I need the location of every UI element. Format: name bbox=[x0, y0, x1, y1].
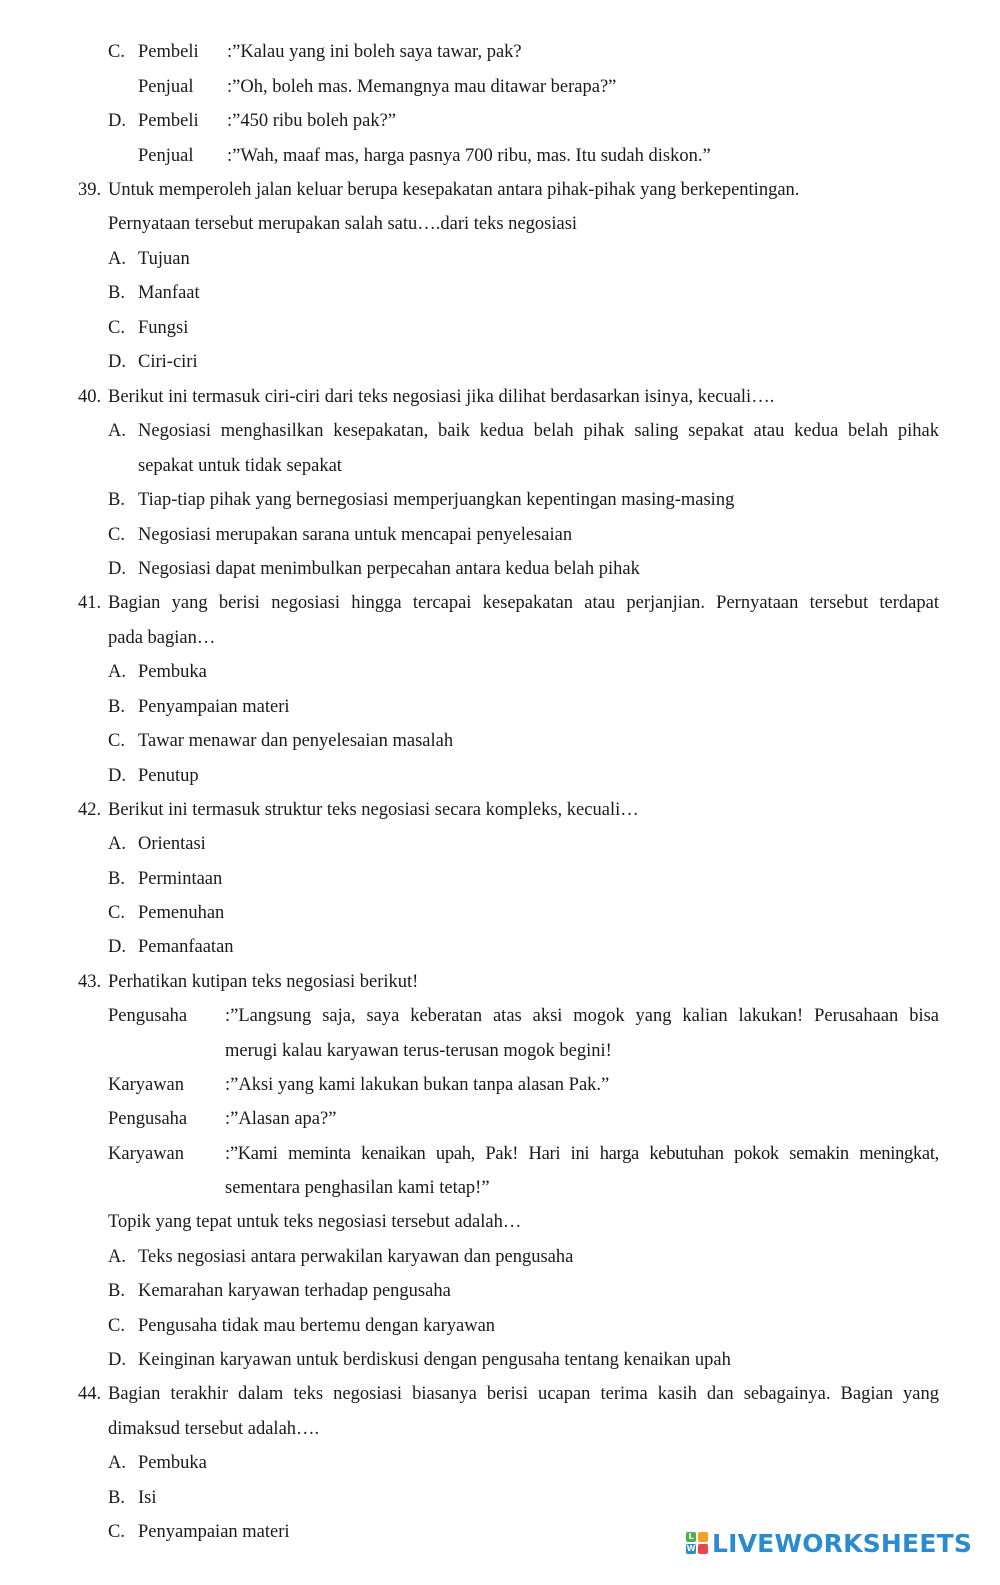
question-number: 39. bbox=[78, 180, 102, 200]
question-text: Bagian yang berisi negosiasi hingga tercapai kesepakatan atau perjanjian. Pernyataan tersebut terdapat bbox=[108, 593, 939, 613]
dialogue-speaker: Karyawan bbox=[108, 1075, 185, 1095]
option-letter: C. bbox=[108, 1316, 125, 1336]
option-letter: D. bbox=[108, 937, 126, 957]
question-number: 42. bbox=[78, 800, 102, 820]
logo-tile-w: W bbox=[686, 1544, 696, 1553]
question-text: Perhatikan kutipan teks negosiasi berikut! bbox=[108, 972, 419, 992]
option-text[interactable]: Penyampaian materi bbox=[138, 697, 290, 717]
dialogue-speaker: Penjual bbox=[138, 146, 194, 166]
question-text: pada bagian… bbox=[108, 628, 216, 648]
option-text[interactable]: Permintaan bbox=[138, 869, 223, 889]
question-number: 43. bbox=[78, 972, 102, 992]
option-text[interactable]: Negosiasi dapat menimbulkan perpecahan antara kedua belah pihak bbox=[138, 559, 640, 579]
dialogue-line: :”Wah, maaf mas, harga pasnya 700 ribu, mas. Itu sudah diskon.” bbox=[227, 146, 711, 166]
dialogue-line: :”Aksi yang kami lakukan bukan tanpa alasan Pak.” bbox=[225, 1075, 610, 1095]
dialogue-speaker: Pengusaha bbox=[108, 1006, 188, 1026]
question-prompt: Topik yang tepat untuk teks negosiasi tersebut adalah… bbox=[108, 1212, 522, 1232]
option-text[interactable]: Pemanfaatan bbox=[138, 937, 234, 957]
option-letter: A. bbox=[108, 249, 126, 269]
dialogue-speaker: Pembeli bbox=[138, 111, 199, 131]
dialogue-speaker: Pembeli bbox=[138, 42, 199, 62]
option-letter: B. bbox=[108, 283, 125, 303]
question-number: 41. bbox=[78, 593, 102, 613]
option-text[interactable]: Fungsi bbox=[138, 318, 189, 338]
question-text: Pernyataan tersebut merupakan salah satu….dari teks negosiasi bbox=[108, 214, 578, 234]
option-letter: A. bbox=[108, 662, 126, 682]
option-letter: C. bbox=[108, 318, 125, 338]
option-letter: B. bbox=[108, 869, 125, 889]
option-letter: B. bbox=[108, 1488, 125, 1508]
option-text[interactable]: Pengusaha tidak mau bertemu dengan karyawan bbox=[138, 1316, 496, 1336]
option-letter: D. bbox=[108, 559, 126, 579]
logo-tile-l: L bbox=[686, 1532, 696, 1542]
option-text[interactable]: Negosiasi menghasilkan kesepakatan, baik kedua belah pihak saling sepakat atau kedua belah pihak bbox=[138, 421, 939, 441]
logo-wordmark: LIVEWORKSHEETS bbox=[712, 1528, 973, 1558]
dialogue-speaker: Pengusaha bbox=[108, 1109, 188, 1129]
option-text[interactable]: Pembuka bbox=[138, 1453, 207, 1473]
option-letter: A. bbox=[108, 834, 126, 854]
dialogue-speaker: Karyawan bbox=[108, 1144, 185, 1164]
option-text[interactable]: Penyampaian materi bbox=[138, 1522, 290, 1542]
option-letter: C. bbox=[108, 42, 125, 62]
logo-tile-orange bbox=[698, 1532, 708, 1542]
option-text[interactable]: Keinginan karyawan untuk berdiskusi dengan pengusaha tentang kenaikan upah bbox=[138, 1350, 731, 1370]
question-text: Untuk memperoleh jalan keluar berupa kesepakatan antara pihak-pihak yang berkepentingan. bbox=[108, 180, 800, 200]
dialogue-line-continued: sementara penghasilan kami tetap!” bbox=[225, 1178, 490, 1198]
option-letter: B. bbox=[108, 1281, 125, 1301]
dialogue-line-continued: merugi kalau karyawan terus-terusan mogok begini! bbox=[225, 1041, 612, 1061]
option-text[interactable]: Tawar menawar dan penyelesaian masalah bbox=[138, 731, 454, 751]
option-letter: C. bbox=[108, 731, 125, 751]
dialogue-line: :”Kalau yang ini boleh saya tawar, pak? bbox=[227, 42, 522, 62]
question-text: Bagian terakhir dalam teks negosiasi biasanya berisi ucapan terima kasih dan sebagainya. Bagian yang bbox=[108, 1384, 939, 1404]
question-text: Berikut ini termasuk struktur teks negosiasi secara kompleks, kecuali… bbox=[108, 800, 639, 820]
dialogue-line: :”Kami meminta kenaikan upah, Pak! Hari ini harga kebutuhan pokok semakin meningkat, bbox=[225, 1144, 939, 1164]
option-letter: D. bbox=[108, 352, 126, 372]
option-letter: C. bbox=[108, 903, 125, 923]
liveworksheets-logo[interactable] bbox=[686, 1526, 972, 1560]
option-letter: A. bbox=[108, 1453, 126, 1473]
option-text[interactable]: Orientasi bbox=[138, 834, 206, 854]
option-letter: A. bbox=[108, 1247, 126, 1267]
question-number: 40. bbox=[78, 387, 102, 407]
option-letter: D. bbox=[108, 111, 126, 131]
option-text[interactable]: Isi bbox=[138, 1488, 157, 1508]
question-number: 44. bbox=[78, 1384, 102, 1404]
dialogue-speaker: Penjual bbox=[138, 77, 194, 97]
option-letter: D. bbox=[108, 766, 126, 786]
option-text[interactable]: Pembuka bbox=[138, 662, 207, 682]
option-text[interactable]: Kemarahan karyawan terhadap pengusaha bbox=[138, 1281, 451, 1301]
option-letter: D. bbox=[108, 1350, 126, 1370]
dialogue-line: :”Langsung saja, saya keberatan atas aksi mogok yang kalian lakukan! Perusahaan bisa bbox=[225, 1006, 939, 1026]
option-letter: C. bbox=[108, 1522, 125, 1542]
option-text[interactable]: Teks negosiasi antara perwakilan karyawan dan pengusaha bbox=[138, 1247, 574, 1267]
option-text[interactable]: Negosiasi merupakan sarana untuk mencapai penyelesaian bbox=[138, 525, 573, 545]
option-text[interactable]: Penutup bbox=[138, 766, 199, 786]
dialogue-line: :”Oh, boleh mas. Memangnya mau ditawar berapa?” bbox=[227, 77, 617, 97]
option-letter: A. bbox=[108, 421, 126, 441]
dialogue-line: :”450 ribu boleh pak?” bbox=[227, 111, 397, 131]
option-letter: C. bbox=[108, 525, 125, 545]
option-letter: B. bbox=[108, 490, 125, 510]
dialogue-line: :”Alasan apa?” bbox=[225, 1109, 337, 1129]
option-text[interactable]: Ciri-ciri bbox=[138, 352, 198, 372]
option-text-continued[interactable]: sepakat untuk tidak sepakat bbox=[138, 456, 342, 476]
option-text[interactable]: Pemenuhan bbox=[138, 903, 225, 923]
question-text: Berikut ini termasuk ciri-ciri dari teks negosiasi jika dilihat berdasarkan isinya, kecuali…. bbox=[108, 387, 775, 407]
option-text[interactable]: Manfaat bbox=[138, 283, 200, 303]
option-text[interactable]: Tujuan bbox=[138, 249, 190, 269]
option-letter: B. bbox=[108, 697, 125, 717]
option-text[interactable]: Tiap-tiap pihak yang bernegosiasi memperjuangkan kepentingan masing-masing bbox=[138, 490, 735, 510]
logo-tile-red bbox=[698, 1544, 708, 1554]
question-text: dimaksud tersebut adalah…. bbox=[108, 1419, 320, 1439]
liveworksheets-logo-icon bbox=[686, 1532, 708, 1554]
